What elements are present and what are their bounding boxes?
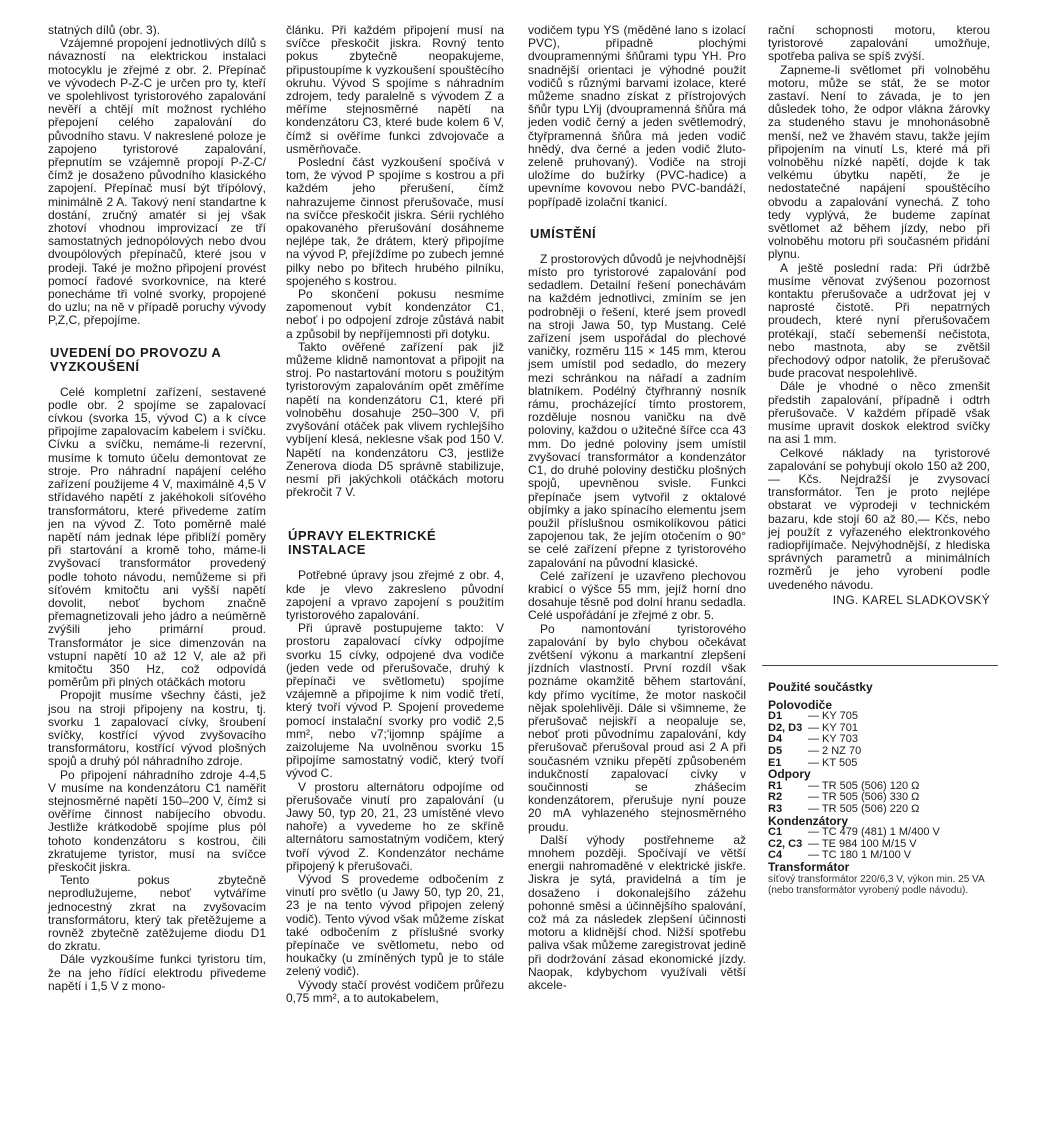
part-desc: — 2 NZ 70 [808, 744, 862, 757]
paragraph: Dále je vhodné o něco zmenšit předstih zapalování, případně i odtrh přerušovače. V každém případě však musíme upravit doskok elektrod svíčky na asi 1 mm. [768, 379, 990, 447]
part-desc: — TE 984 100 M/15 V [808, 837, 917, 850]
paragraph: Celkové náklady na tyristorové zapalování se pohybují okolo 150 až 200,— Kčs. Nejdražší je zvysovací transformátor. Ten je proto nejlépe obstarat ve výprodeji v technickém bazaru, kde stojí 60 až 80,— Kčs, nebo jej použít z vyřazeného elektronkového radiopřijímače. Nejvýhodnější, z hlediska správných parametrů a minimálních rozměrů je jeho vyrobení podle uvedeného návodu. [768, 445, 990, 592]
part-desc: — TR 505 (506) 220 Ω [808, 802, 920, 815]
part-desc: — TR 505 (506) 120 Ω [808, 779, 920, 792]
paragraph: Celé kompletní zařízení, sestavené podle obr. 2 spojíme se zapalovací cívkou (svorka 15, vývod C) a k cívce připojíme zapalovacím kabelem i svíčku. Cívku a svíčku, nemáme-li rezervní, musíme k tomuto účelu demontovat ze stroje. Pro náhradní napájení celého zařízení použijeme 4 V, maximálně 4,5 V střídavého napětí z jakéhokoli síťového transformátoru, které přivedeme zatím jen na vývod Z. Toto poměrně malé napětí nám jednak lépe přiblíží poměry při startování a kromě toho, máme-li zvyšovací transformátor provedený podle tohoto návodu, nemůžeme si při síťovém kmitočtu ani vyšší napětí dovolit, neboť bychom značně přemagnetizovali jeho jádro a neúměrně zvýšili jeho primární proud. Transformátor je sice dimenzován na vstupní napětí 10 až 12 V, ale až při kmitočtu 350 Hz, což odpovídá poměrům při plných otáčkách motoru [48, 384, 266, 690]
parts-group-heading: Transformátor [768, 859, 850, 874]
section-heading-umisteni: UMÍSTĚNÍ [530, 225, 597, 241]
paragraph: Vývody stačí provést vodičem průřezu 0,75 mm², a to autokabelem, [286, 977, 504, 1005]
parts-divider [762, 665, 998, 666]
author-signature: ING. KAREL SLADKOVSKÝ [832, 592, 990, 607]
part-ref: C4 [768, 849, 783, 862]
part-desc: — KY 703 [808, 733, 858, 746]
part-ref: R3 [768, 802, 783, 815]
paragraph: Vzájemné propojení jednotlivých dílů s návazností na elektrickou instalaci motocyklu je zřejmé z obr. 2. Přepínač ve vývodech P-Z-C je určen pro ty, kteří ve spolehlivost tyristorového zapalování nevěří a chtějí mít možnost rychlého přepojení celého zapalování do původního stavu. V nakreslené poloze je zapojeno tyristorové zapalování, přepnutím se vzájemně propojí P-Z-C/ čímž je dosaženo původního klasického zapojení. Přepínač musí být třípólový, minimálně 2 A. Takový není standartne k dostání, zručný amatér si jej však zhotoví vhodnou improvizací ze tří samostatných jednopólových nebo dvou dvoupólových přepínačů, které jsou v prodeji. Také je možno připojení provést pomocí řadové svorkovnice, na které ponecháme tři volné svorky, propojené do uzlu; na ně v případě poruchy vývody P,Z,C, přepojíme. [48, 36, 266, 328]
part-ref: D1 [768, 710, 783, 723]
section-heading-uvedeni: UVEDENÍ DO PROVOZU A VYZKOUŠENÍ [50, 344, 221, 374]
part-ref: C2, C3 [768, 837, 803, 850]
paragraph: Poslední část vyzkoušení spočívá v tom, že vývod P spojíme s kostrou a při každém jeho přerušení, čímž nahrazujeme činnost přerušovače, musí na svíčce přeskočit jiskra. Sérii rychlého opakovaného přerušování dosáhneme nejlépe tak, že drátem, který připojíme na vývod P, přejíždíme po zubech jemné pilky nebo po břitech hrubého pilníku, spojeného s kostrou. [286, 155, 504, 288]
paragraph: Dále vyzkoušíme funkci tyristoru tím, že na jeho řídící elektrodu přivedeme napětí i 1,5 V z mono- [48, 952, 266, 993]
part-desc: — KT 505 [808, 756, 858, 769]
part-desc: — KY 705 [808, 710, 858, 723]
paragraph: Propojit musíme všechny části, jež jsou na stroji připojeny na kostru, tj. svorku 1 zapalovací cívky, šroubení svíčky, kostřící vývod zvyšovacího transformátoru, kostřící vývod plošných spojů a druhý pól náhradního zdroje. [48, 688, 266, 769]
column-3 [528, 24, 746, 992]
part-item [768, 711, 996, 723]
part-desc: — KY 701 [808, 721, 858, 734]
parts-list-title: Použité součástky [768, 680, 873, 694]
part-desc: — TC 479 (481) 1 M/400 V [808, 826, 940, 839]
parts-group-heading: Polovodiče [768, 697, 833, 712]
part-ref: D4 [768, 733, 783, 746]
part-ref: E1 [768, 756, 782, 769]
paragraph: V prostoru alternátoru odpojíme od přerušovače vinutí pro zapalování (u Jawy 50, typ 20, 21, 23 umístěné vlevo nahoře) a vyvedeme ho ze skříně alternátoru samostatným vodičem, který tvoří vývod Z. Kondenzátor necháme připojený k přerušovači. [286, 779, 504, 873]
parts-list [768, 682, 996, 896]
paragraph: Další výhody postřehneme až mnohem později. Spočívají ve větší energii nahromaděné v elektrické jiskře. Jiskra je sytá, pravidelná a tím je dosaženo i dokonalejšího zážehu pohonné směsi a účinnějšího spalování, což má za následek zlepšení účinnosti motoru a klidnější chod. Nižší spotřebu paliva však můžeme zaregistrovat jedině při dodržování zásad ekonomické jízdy. Naopak, kdybychom využívali větší akcele- [528, 832, 746, 993]
paragraph: A ještě poslední rada: Při údržbě musíme věnovat zvýšenou pozornost kontaktu přerušovače a udržovat jej v naprosté čistotě. Při nepatrných proudech, které nyní přerušovačem protékají, stačí sebemenší nečistota, nebo mastnota, aby se zvětšil přechodový odpor natolik, že přerušovač bude pracovat nespolehlivě. [768, 260, 990, 381]
paragraph: rační schopnosti motoru, kterou tyristorové zapalování umožňuje, spotřeba paliva se spíš zvýší. [768, 23, 990, 64]
paragraph: článku. Při každém připojení musí na svíčce přeskočit jiskra. Rovný tento pokus zbytečně neopakujeme, připustoupíme k vyzkoušení spouštěcího okruhu. Vývod S spojíme s náhradním zdrojem, tedy paralelně s vývodem Z a měříme stejnosměrné napětí na kondenzátoru C3, které bude kolem 6 V, čímž si ověříme funkci zdvojovače a usměrňovače. [286, 23, 504, 156]
parts-group-heading: Kondenzátory [768, 813, 849, 828]
paragraph: Z prostorových důvodů je nejvhodnější místo pro tyristorové zapalování pod sedadlem. Detailní řešení ponechávám na každém jednotlivci, zmíním se jen podrobněji o řešení, které jsem provedl na stroji Jawa 50, typ Mustang. Celé zařízení jsem uspořádal do plechové vaničky, rozměru 115 × 145 mm, kterou jsem umístil pod sedadlo, do mezery mezi schránkou na nářadí a zadním blatníkem. Podélný čtyřhranný nosník rámu, procházející tímto prostorem, rozděluje nosnou vaničku na dvě poloviny, každou o užitečné šířce cca 43 mm. Do jedné poloviny jsem umístil zvyšovací transformátor a kondenzátor C1, do druhé poloviny destičku plošných spojů, upevněnou svisle. Funkci přepínače jsem vytvořil z oktalové objímky a jako spínacího elementu jsem použil příslušnou osmikolíkovou pátici zapojenou tak, že jejím otočením o 90° se celé zařízení přepne z tyristorového zapalování na původní klasické. [528, 251, 746, 570]
column-1 [48, 24, 266, 993]
paragraph: Celé zařízení je uzavřeno plechovou krabicí o výšce 55 mm, jejíž horní dno dosahuje těsně pod dolní hranu sedadla. Celé uspořádání je zřejmé z obr. 5. [528, 568, 746, 623]
paragraph: vodičem typu YS (měděné lano s izolací PVC), případně plochými dvoupramennými šňůrami typu YH. Pro snadnější orientaci je výhodné použít vodičů s různými barvami izolace, které můžeme snadno získat z přístrojových šňůr typu LYij (dvoupramenná šňůra má jeden vodič černý a jeden světlemodrý, čtyřpramenná šňůra má jeden vodič hnědý, dva černé a jeden vodič žluto-zeleně pruhovaný). Vodiče na stroji uložíme do bužírky (PVC-hadice) a upevníme kovovou nebo PVC-bandáží, popřípadě izolační tkanicí. [528, 23, 746, 209]
part-ref: D2, D3 [768, 721, 803, 734]
part-desc: — TC 180 1 M/100 V [808, 849, 912, 862]
paragraph: Po skončení pokusu nesmíme zapomenout vybít kondenzátor C1, neboť i po odpojení zdroje zůstává nabit a způsobil by nepříjemnosti při dotyku. [286, 287, 504, 341]
part-ref: C1 [768, 826, 783, 839]
paragraph: Vývod S provedeme odbočením z vinutí pro světlo (u Jawy 50, typ 20, 21, 23 je na tento vývod připojen zelený vodič). Tento vývod však můžeme získat také odbočením z příslušné svorky přepínače ve světlometu, nebo od houkačky (u zmíněných typů je to stále zelený vodič). [286, 871, 504, 979]
paragraph: Potřebné úpravy jsou zřejmé z obr. 4, kde je vlevo zakresleno původní zapojení a vpravo zapojení s použitím tyristorového zapalování. [286, 568, 504, 622]
paragraph: Při úpravě postupujeme takto: V prostoru zapalovací cívky odpojíme svorku 15 cívky, odpojené dva vodiče (jeden vede od přerušovače, druhý k přepínači ve světlometu) spojíme vzájemně a připojíme k nim vodič třetí, který tvoří vývod P. Spojení provedeme pomocí instalační svorky pro vodič 2,5 mm², nebo v7;'ijomnp spájíme a zaizolujeme Na uvolněnou svorku 15 připojíme samostatný vodič, který tvoří vývod C. [286, 621, 504, 781]
parts-group-heading: Odpory [768, 767, 811, 782]
paragraph: Po připojení náhradního zdroje 4-4,5 V musíme na kondenzátoru C1 naměřit stejnosměrné napětí 150–200 V, čímž si ověříme činnost nabíjecího obvodu. Jestliže krátkodobě spojíme plus pól tohoto kondenzátoru s kostrou, čili zkratujeme tyristor, musí na svíčce přeskočit jiskra. [48, 767, 266, 874]
section-heading-upravy: ÚPRAVY ELEKTRICKÉ INSTALACE [288, 528, 437, 558]
column-4 [768, 24, 990, 607]
part-ref: R1 [768, 779, 783, 792]
paragraph: Po namontování tyristorového zapalování by bylo chybou očekávat zvětšení výkonu a markantní zlepšení jízdních vlastností. První rozdíl však poznáme okamžitě během startování, kdy přímo vycítíme, že motor naskočil nějak spolehlivěji. Dále si všimneme, že přerušovač nejiskří a neopaluje se, neboť proti původnímu zapalování, kdy přerušovač přerušoval proud asi 2 A při současném vzniku přepětí způsobeném indukčností zapalovací cívky v součinnosti se zhášecím kondenzátorem, přerušuje nyní pouze 20 mA vyhlazeného stejnosměrného proudu. [528, 621, 746, 834]
part-ref: R2 [768, 791, 783, 804]
part-desc: — TR 505 (506) 330 Ω [808, 791, 920, 804]
paragraph: statných dílů (obr. 3). [48, 23, 161, 37]
part-item [768, 746, 996, 758]
paragraph: Takto ověřené zařízení pak již můžeme klidně namontovat a připojit na stroj. Po nastartování motoru s použitým tyristorovým zapalováním opět změříme napětí na kondenzátoru C1, které při volnoběhu dosahuje 250–300 V, při zvyšování otáček pak vlivem rychlejšího vybíjení klesá, neklesne však pod 150 V. Napětí na kondenzátoru C3, jestliže Zenerova dioda D5 správně stabilizuje, nesmí při jakýchkoli otáčkách motoru překročit 7 V. [286, 339, 504, 500]
column-2 [286, 24, 504, 1005]
part-item [768, 723, 996, 735]
transformer-note: síťový transformátor 220/6,3 V, výkon min. 25 VA (nebo transformátor vyrobený podle návodu). [768, 873, 985, 896]
paragraph: Zapneme-li světlomet při volnoběhu motoru, může se stát, že se motor zastaví. Není to závada, je to jen důsledek toho, že odpor vlákna žárovky za studeného stavu je mnohonásobně menší, než ve žhavém stavu, takže jejím připojením na vinutí Ls, které má při volnoběhu nízké napětí, dojde k tak velkému úbytku napětí, že je nedostatečné napájení spouštěcího obvodu a zapalování vynechá. Z toho tedy vyplývá, že budeme zapínat světlomet až během jízdy, nebo při volnoběhu motoru při současném přidání plynu. [768, 62, 990, 262]
part-item [768, 734, 996, 746]
paragraph: Tento pokus zbytečně neprodlužujeme, neboť vytváříme jednocestný zkrat na zvyšovacím transformátoru, který tak přetěžujeme a rovněž zbytečně zatěžujeme diodu D1 do zkratu. [48, 873, 266, 954]
part-ref: D5 [768, 744, 783, 757]
